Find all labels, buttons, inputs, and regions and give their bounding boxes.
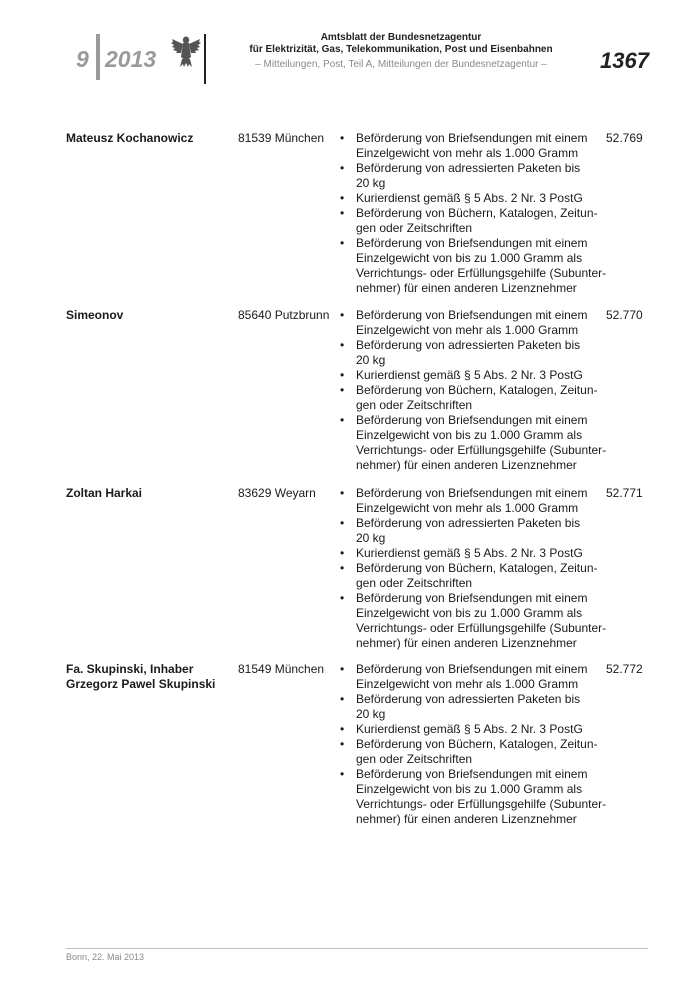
service-item: [338, 131, 606, 161]
service-text-line: Einzelgewicht von bis zu 1.000 Gramm als: [356, 606, 583, 620]
licensee-location: 83629 Weyarn: [238, 486, 316, 500]
service-text-line: Einzelgewicht von mehr als 1.000 Gramm: [356, 677, 579, 691]
service-text-line: • Beförderung von Briefsendungen mit einem: [356, 767, 588, 781]
service-text-line: • Beförderung von adressierten Paketen bis: [356, 338, 581, 352]
service-text-line: nehmer) für einen anderen Lizenznehmer: [356, 458, 577, 472]
service-text-line: • Kurierdienst gemäß § 5 Abs. 2 Nr. 3 PostG: [356, 191, 583, 205]
service-item: [338, 338, 606, 368]
service-text-line: gen oder Zeitschriften: [356, 752, 473, 766]
service-text-line: Einzelgewicht von bis zu 1.000 Gramm als: [356, 782, 583, 796]
issue-number: 9: [76, 46, 89, 72]
service-text-line: gen oder Zeitschriften: [356, 221, 473, 235]
service-text-line: • Beförderung von Büchern, Katalogen, Zeitun-: [356, 737, 598, 751]
licensee-name: [66, 662, 231, 692]
licensee-name: [66, 308, 231, 323]
service-item: [338, 722, 606, 737]
service-item: [338, 161, 606, 191]
service-text-line: • Kurierdienst gemäß § 5 Abs. 2 Nr. 3 PostG: [356, 546, 583, 560]
service-text-line: nehmer) für einen anderen Lizenznehmer: [356, 281, 577, 295]
service-text-line: • Kurierdienst gemäß § 5 Abs. 2 Nr. 3 PostG: [356, 722, 583, 736]
service-text-line: Verrichtungs- oder Erfüllungsgehilfe (Subunter-: [356, 797, 607, 811]
service-text-line: • Beförderung von Briefsendungen mit einem: [356, 308, 588, 322]
service-list: [338, 486, 606, 651]
service-text-line: Einzelgewicht von bis zu 1.000 Gramm als: [356, 428, 583, 442]
service-item: [338, 236, 606, 296]
service-item: [338, 546, 606, 561]
service-item: [338, 737, 606, 767]
service-item: [338, 516, 606, 546]
service-text-line: 20 kg: [356, 353, 386, 367]
service-text-line: • Beförderung von adressierten Paketen bis: [356, 692, 581, 706]
licensee-name: [66, 131, 231, 146]
issue-divider: [96, 34, 100, 80]
service-item: [338, 191, 606, 206]
journal-subtitle: – Mitteilungen, Post, Teil A, Mitteilungen der Bundesnetzagentur –: [255, 59, 547, 70]
service-text-line: • Beförderung von Briefsendungen mit einem: [356, 591, 588, 605]
service-text-line: nehmer) für einen anderen Lizenznehmer: [356, 636, 577, 650]
service-text-line: nehmer) für einen anderen Lizenznehmer: [356, 812, 577, 826]
service-text-line: Einzelgewicht von bis zu 1.000 Gramm als: [356, 251, 583, 265]
licensee-name: [66, 486, 231, 501]
service-text-line: • Beförderung von Briefsendungen mit einem: [356, 662, 588, 676]
service-text-line: • Beförderung von adressierten Paketen bis: [356, 516, 581, 530]
page-number: 1367: [600, 48, 649, 73]
service-text-line: • Beförderung von Büchern, Katalogen, Zeitun-: [356, 206, 598, 220]
service-text-line: • Beförderung von adressierten Paketen bis: [356, 161, 581, 175]
service-item: [338, 662, 606, 692]
issue-year: 2013: [105, 46, 157, 72]
service-item: [338, 413, 606, 473]
service-list: [338, 662, 606, 827]
service-text-line: Verrichtungs- oder Erfüllungsgehilfe (Subunter-: [356, 621, 607, 635]
service-item: [338, 486, 606, 516]
service-text-line: gen oder Zeitschriften: [356, 398, 473, 412]
journal-title: Amtsblatt der Bundesnetzagentur: [320, 32, 482, 43]
service-text-line: • Kurierdienst gemäß § 5 Abs. 2 Nr. 3 PostG: [356, 368, 583, 382]
licensee-name-line: Fa. Skupinski, Inhaber: [66, 662, 194, 676]
service-item: [338, 383, 606, 413]
federal-eagle-icon: [170, 33, 202, 69]
service-text-line: 20 kg: [356, 707, 386, 721]
service-text-line: 20 kg: [356, 176, 386, 190]
license-number: 52.771: [606, 486, 643, 500]
service-text-line: • Beförderung von Büchern, Katalogen, Zeitun-: [356, 561, 598, 575]
page-header: [0, 0, 700, 100]
service-item: [338, 368, 606, 383]
service-item: [338, 308, 606, 338]
service-list: [338, 131, 606, 296]
service-item: [338, 767, 606, 827]
service-item: [338, 692, 606, 722]
service-text-line: • Beförderung von Briefsendungen mit einem: [356, 486, 588, 500]
service-text-line: • Beförderung von Briefsendungen mit einem: [356, 131, 588, 145]
footer-date: Bonn, 22. Mai 2013: [66, 952, 145, 962]
header-divider: [204, 34, 206, 84]
licensee-name-line: Mateusz Kochanowicz: [66, 131, 194, 145]
licensee-location: 81549 München: [238, 662, 325, 676]
service-text-line: Einzelgewicht von mehr als 1.000 Gramm: [356, 323, 579, 337]
footer-divider: [66, 948, 648, 949]
licensee-name-line: Zoltan Harkai: [66, 486, 143, 500]
service-item: [338, 206, 606, 236]
service-text-line: Einzelgewicht von mehr als 1.000 Gramm: [356, 501, 579, 515]
service-text-line: gen oder Zeitschriften: [356, 576, 473, 590]
service-text-line: Verrichtungs- oder Erfüllungsgehilfe (Subunter-: [356, 443, 607, 457]
license-number: 52.772: [606, 662, 643, 676]
licensee-location: 85640 Putzbrunn: [238, 308, 330, 322]
service-list: [338, 308, 606, 473]
licensee-name-line: Simeonov: [66, 308, 124, 322]
service-item: [338, 591, 606, 651]
licensee-name-line: Grzegorz Pawel Skupinski: [66, 677, 216, 691]
service-text-line: • Beförderung von Büchern, Katalogen, Zeitun-: [356, 383, 598, 397]
license-number: 52.769: [606, 131, 643, 145]
journal-title-line2: für Elektrizität, Gas, Telekommunikation, Post und Eisenbahnen: [249, 44, 553, 55]
license-number: 52.770: [606, 308, 643, 322]
service-text-line: • Beförderung von Briefsendungen mit einem: [356, 413, 588, 427]
service-text-line: • Beförderung von Briefsendungen mit einem: [356, 236, 588, 250]
service-item: [338, 561, 606, 591]
service-text-line: Einzelgewicht von mehr als 1.000 Gramm: [356, 146, 579, 160]
licensee-location: 81539 München: [238, 131, 325, 145]
service-text-line: Verrichtungs- oder Erfüllungsgehilfe (Subunter-: [356, 266, 607, 280]
service-text-line: 20 kg: [356, 531, 386, 545]
